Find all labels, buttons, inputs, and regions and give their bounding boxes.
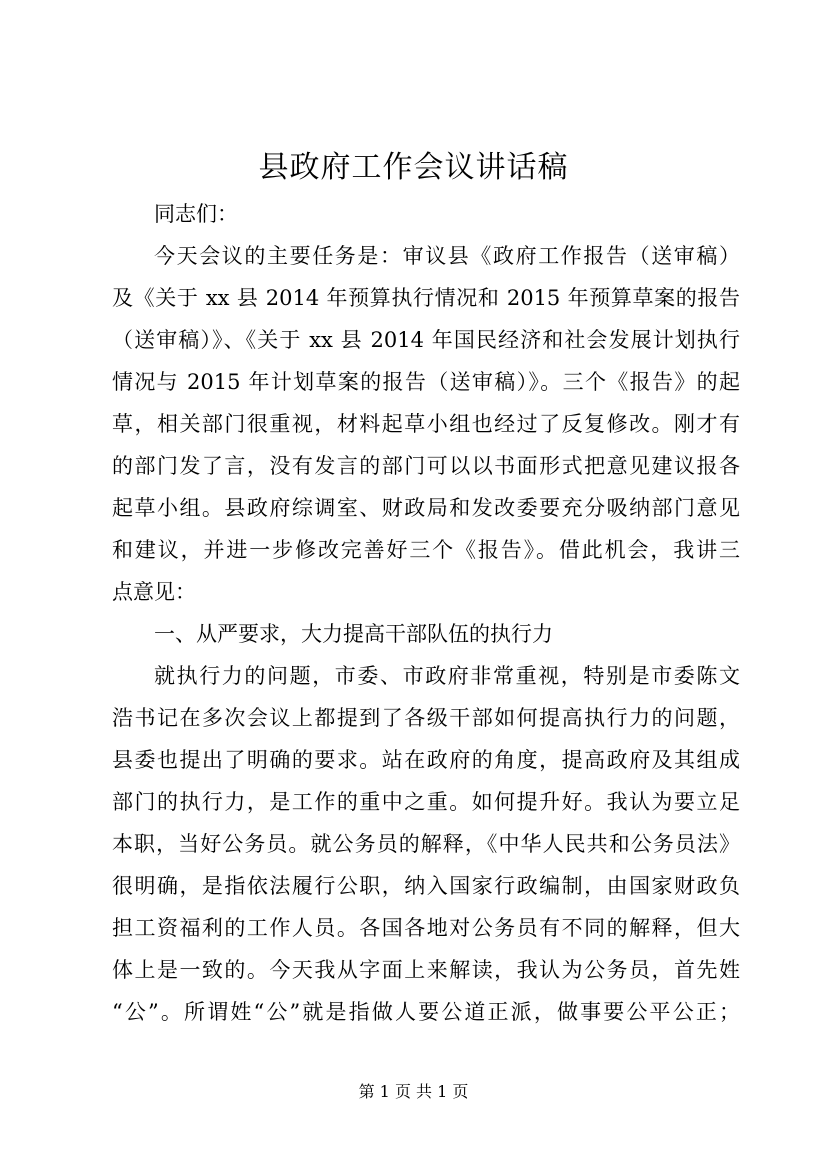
paragraph-line: 本职，当好公务员。就公务员的解释，《中华人民共和公务员法》 — [112, 832, 740, 856]
paragraph-line: 今天会议的主要任务是：审议县《政府工作报告（送审稿） — [154, 244, 740, 268]
paragraph-line: 县委也提出了明确的要求。站在政府的角度，提高政府及其组成 — [112, 748, 740, 772]
paragraph-line: 很明确，是指依法履行公职，纳入国家行政编制，由国家财政负 — [112, 874, 740, 898]
paragraph-line: 起草小组。县政府综调室、财政局和发改委要充分吸纳部门意见 — [112, 496, 740, 520]
paragraph-line: 部门的执行力，是工作的重中之重。如何提升好。我认为要立足 — [112, 790, 740, 814]
paragraph-line: 体上是一致的。今天我从字面上来解读，我认为公务员，首先姓 — [112, 958, 740, 982]
paragraph-line: 和建议，并进一步修改完善好三个《报告》。借此机会，我讲三 — [112, 538, 740, 562]
paragraph-line: “公”。所谓姓“公”就是指做人要公道正派，做事要公平公正； — [112, 1000, 740, 1024]
paragraph-line: 浩书记在多次会议上都提到了各级干部如何提高执行力的问题， — [112, 706, 740, 730]
paragraph-line: 担工资福利的工作人员。各国各地对公务员有不同的解释，但大 — [112, 916, 740, 940]
paragraph-line: 情况与 2015 年计划草案的报告（送审稿）》。三个《报告》的起 — [112, 370, 740, 394]
paragraph-line: 草，相关部门很重视，材料起草小组也经过了反复修改。刚才有 — [112, 412, 740, 436]
salutation: 同志们： — [154, 202, 238, 226]
page-number: 第 1 页 共 1 页 — [358, 1082, 469, 1101]
paragraph-line: 及《关于 xx 县 2014 年预算执行情况和 2015 年预算草案的报告 — [112, 286, 740, 310]
document-title: 县政府工作会议讲话稿 — [258, 150, 569, 185]
paragraph-line: 就执行力的问题，市委、市政府非常重视，特别是市委陈文 — [154, 664, 740, 688]
section-heading: 一、从严要求，大力提高干部队伍的执行力 — [154, 622, 553, 646]
paragraph-line: （送审稿）》、《关于 xx 县 2014 年国民经济和社会发展计划执行 — [112, 328, 740, 352]
paragraph-line: 点意见： — [112, 580, 196, 604]
paragraph-line: 的部门发了言，没有发言的部门可以以书面形式把意见建议报各 — [112, 454, 740, 478]
